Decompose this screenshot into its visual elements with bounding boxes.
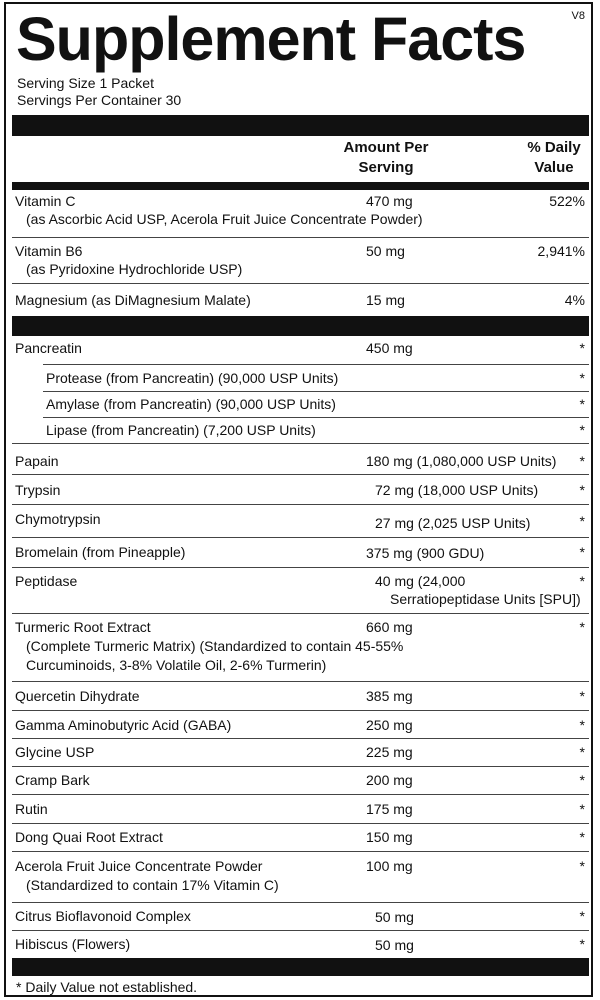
nutrient-name: Vitamin B6	[15, 243, 83, 259]
amount-header-line-1: Amount Per	[343, 139, 429, 156]
ingredient-amount: 250 mg	[366, 717, 413, 733]
ingredient-amount: 225 mg	[366, 744, 413, 760]
nutrient-name: Magnesium (as DiMagnesium Malate)	[15, 292, 251, 308]
ingredient-name: Cramp Bark	[15, 772, 90, 788]
ingredient-amount: 150 mg	[366, 829, 413, 845]
daily-value-header-line-1: % Daily	[527, 139, 581, 156]
ingredient-daily-value: *	[579, 688, 585, 704]
ingredient-amount: 660 mg	[366, 619, 413, 635]
ingredient-row	[12, 739, 589, 767]
ingredient-row	[12, 767, 589, 795]
ingredient-amount: 200 mg	[366, 772, 413, 788]
ingredient-amount-continued: Serratiopeptidase Units [SPU])	[390, 591, 581, 607]
ingredient-name: Turmeric Root Extract	[15, 619, 151, 635]
ingredient-daily-value: *	[579, 829, 585, 845]
sub-ingredient-row	[43, 392, 589, 418]
ingredient-row	[12, 682, 589, 711]
ingredient-row	[12, 568, 589, 614]
ingredient-amount: 375 mg (900 GDU)	[366, 545, 485, 561]
ingredient-amount: 72 mg (18,000 USP Units)	[375, 482, 539, 498]
supplement-facts-panel	[4, 2, 593, 997]
ingredient-row	[12, 538, 589, 568]
ingredient-daily-value: *	[579, 619, 585, 635]
ingredient-name: Peptidase	[15, 573, 78, 589]
ingredient-daily-value: *	[579, 370, 585, 386]
ingredient-daily-value: *	[579, 544, 585, 560]
ingredient-name: Lipase (from Pancreatin) (7,200 USP Units)	[46, 422, 316, 438]
footnote: * Daily Value not established.	[16, 979, 198, 995]
ingredient-row	[12, 475, 589, 505]
ingredient-description: Curcuminoids, 3-8% Volatile Oil, 2-6% Turmerin)	[26, 657, 327, 673]
sub-ingredient-row	[43, 418, 589, 444]
nutrient-row	[12, 192, 589, 238]
ingredient-name: Rutin	[15, 801, 48, 817]
ingredient-name: Amylase (from Pancreatin) (90,000 USP Units)	[46, 396, 336, 412]
ingredient-description: (Standardized to contain 17% Vitamin C)	[26, 877, 279, 893]
ingredient-amount: 385 mg	[366, 688, 413, 704]
ingredient-daily-value: *	[579, 482, 585, 498]
nutrient-source: (as Ascorbic Acid USP, Acerola Fruit Juice Concentrate Powder)	[26, 211, 423, 227]
ingredient-row	[12, 338, 589, 364]
ingredient-name: Citrus Bioflavonoid Complex	[15, 908, 191, 924]
ingredient-daily-value: *	[579, 936, 585, 952]
thick-divider	[12, 958, 589, 976]
serving-size: Serving Size 1 Packet	[17, 75, 154, 91]
ingredient-daily-value: *	[579, 858, 585, 874]
ingredient-daily-value: *	[579, 717, 585, 733]
ingredient-row	[12, 824, 589, 852]
ingredient-daily-value: *	[579, 744, 585, 760]
nutrient-source: (as Pyridoxine Hydrochloride USP)	[26, 261, 243, 277]
ingredient-row	[12, 505, 589, 538]
ingredient-row	[12, 931, 589, 958]
nutrient-daily-value: 4%	[564, 292, 585, 308]
ingredient-amount: 450 mg	[366, 340, 413, 356]
nutrient-daily-value: 522%	[549, 193, 585, 209]
ingredient-row	[12, 711, 589, 739]
nutrient-amount: 15 mg	[366, 292, 405, 308]
sub-ingredient-row	[43, 364, 589, 392]
ingredient-row	[12, 614, 589, 682]
amount-per-serving-header	[336, 138, 436, 178]
ingredient-name: Dong Quai Root Extract	[15, 829, 163, 845]
ingredient-daily-value: *	[579, 513, 585, 529]
servings-per-container: Servings Per Container 30	[17, 92, 182, 108]
ingredient-daily-value: *	[579, 908, 585, 924]
ingredient-name: Quercetin Dihydrate	[15, 688, 140, 704]
ingredient-amount: 50 mg	[375, 909, 414, 925]
ingredient-row	[12, 445, 589, 475]
ingredient-row	[12, 903, 589, 931]
ingredient-name: Protease (from Pancreatin) (90,000 USP Units)	[46, 370, 339, 386]
ingredient-amount: 100 mg	[366, 858, 413, 874]
ingredient-name: Trypsin	[15, 482, 61, 498]
nutrient-amount: 50 mg	[366, 243, 405, 259]
thick-divider	[12, 316, 589, 336]
ingredient-daily-value: *	[579, 573, 585, 589]
nutrient-daily-value: 2,941%	[537, 243, 585, 259]
amount-header-line-2: Serving	[358, 159, 414, 176]
nutrient-row	[12, 238, 589, 284]
ingredient-daily-value: *	[579, 801, 585, 817]
ingredient-name: Bromelain (from Pineapple)	[15, 544, 186, 560]
ingredient-amount: 40 mg (24,000	[375, 573, 466, 589]
medium-divider	[12, 182, 589, 190]
version-code: V8	[571, 10, 585, 22]
ingredient-description: (Complete Turmeric Matrix) (Standardized to contain 45-55%	[26, 638, 404, 654]
nutrient-amount: 470 mg	[366, 193, 413, 209]
ingredient-daily-value: *	[579, 340, 585, 356]
ingredient-name: Hibiscus (Flowers)	[15, 936, 131, 952]
thick-divider	[12, 115, 589, 136]
ingredient-name: Acerola Fruit Juice Concentrate Powder	[15, 858, 263, 874]
ingredient-daily-value: *	[579, 396, 585, 412]
ingredient-daily-value: *	[579, 772, 585, 788]
ingredient-daily-value: *	[579, 422, 585, 438]
panel-title: Supplement Facts	[16, 5, 526, 73]
ingredient-row	[12, 852, 589, 903]
ingredient-amount: 50 mg	[375, 937, 414, 953]
nutrient-name: Vitamin C	[15, 193, 76, 209]
ingredient-name: Gamma Aminobutyric Acid (GABA)	[15, 717, 232, 733]
ingredient-amount: 27 mg (2,025 USP Units)	[375, 515, 531, 531]
ingredient-name: Glycine USP	[15, 744, 95, 760]
nutrient-row	[12, 284, 589, 314]
daily-value-header-line-2: Value	[534, 159, 574, 176]
ingredient-name: Papain	[15, 453, 59, 469]
ingredient-daily-value: *	[579, 453, 585, 469]
ingredient-amount: 180 mg (1,080,000 USP Units)	[366, 453, 557, 469]
ingredient-amount: 175 mg	[366, 801, 413, 817]
ingredient-name: Pancreatin	[15, 340, 82, 356]
daily-value-header	[516, 138, 592, 178]
ingredient-row	[12, 795, 589, 824]
row-divider	[12, 443, 589, 444]
ingredient-name: Chymotrypsin	[15, 511, 101, 527]
